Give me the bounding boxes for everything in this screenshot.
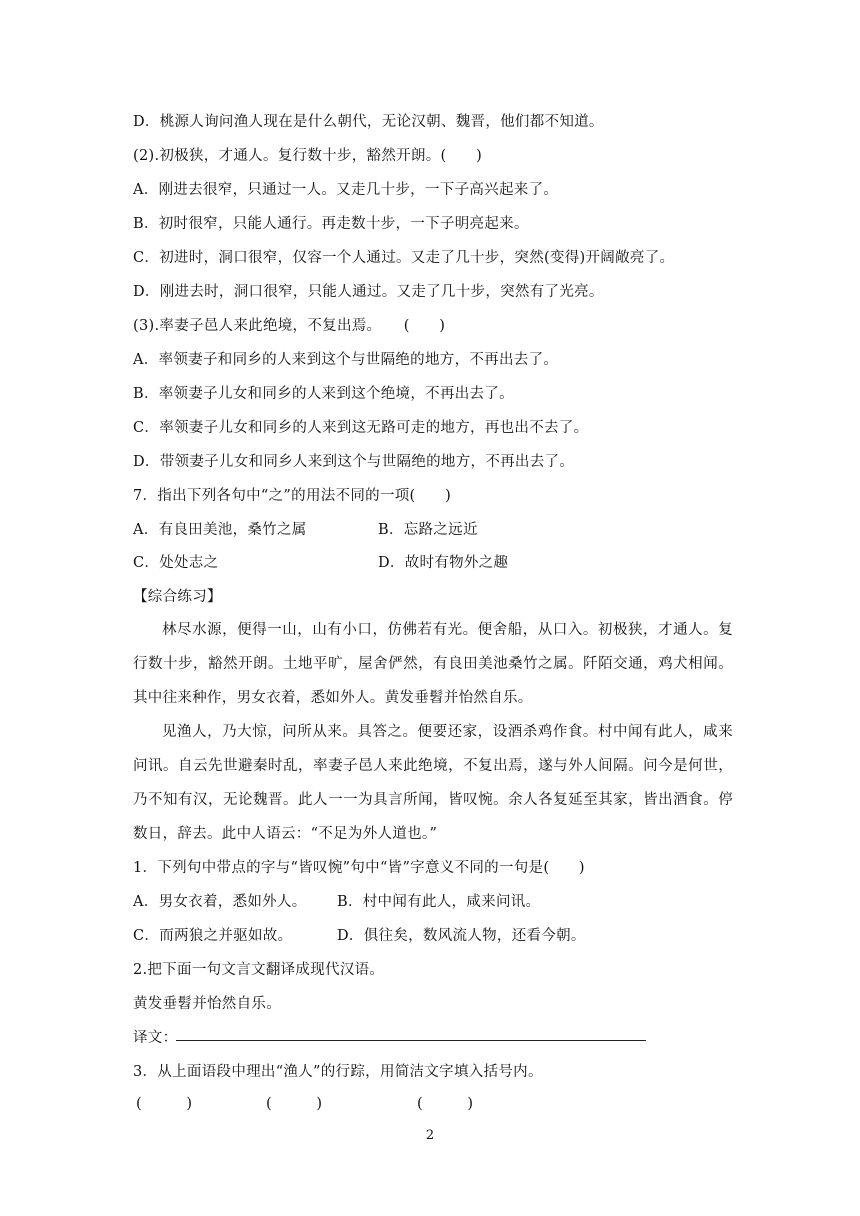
option-6-2-b: B．初时很窄，只能人通行。再走数十步，一下子明亮起来。 xyxy=(133,216,529,232)
option-6-2-d: D．刚进去时，洞口很窄，只能人通过。又走了几十步，突然有了光亮。 xyxy=(133,284,604,300)
option-6-2-a: A．刚进去很窄，只通过一人。又走几十步，一下子高兴起来了。 xyxy=(133,182,559,198)
passage-paragraph-1: 林尽水源，便得一山，山有小口，仿佛若有光。便舍船，从口入。初极狭，才通人。复行数十步，豁然开朗。土地平旷，屋舍俨然，有良田美池桑竹之属。阡陌交通，鸡犬相闻。其中往来种作，男女衣着，悉如外人。黄发垂髫并怡然自乐。 xyxy=(133,622,733,706)
option-6-1-d: D．桃源人询问渔人现在是什么朝代，无论汉朝、魏晋，他们都不知道。 xyxy=(133,114,604,130)
passage xyxy=(133,613,733,851)
question-6-2: (2).初极狭，才通人。复行数十步，豁然开朗。( ) xyxy=(133,148,483,164)
question-2: 2.把下面一句文言文翻译成现代汉语。 xyxy=(133,962,385,978)
option-1-a: A．男女衣着，悉如外人。 xyxy=(133,894,307,910)
answer-line xyxy=(176,1040,646,1041)
option-7-b: B．忘路之远近 xyxy=(378,522,478,538)
option-7-d: D．故时有物外之趣 xyxy=(378,555,509,571)
option-6-3-a: A．率领妻子和同乡的人来到这个与世隔绝的地方，不再出去了。 xyxy=(133,352,559,368)
option-7-a: A．有良田美池，桑竹之属 xyxy=(133,522,307,538)
option-6-2-c: C．初进时，洞口很窄，仅容一个人通过。又走了几十步，突然(变得)开阔敞亮了。 xyxy=(133,250,675,266)
section-heading: 【综合练习】 xyxy=(133,589,222,605)
option-7-c: C．处处志之 xyxy=(133,555,219,571)
translation-sentence: 黄发垂髫并怡然自乐。 xyxy=(133,996,281,1012)
blank-3: ( ) xyxy=(417,1096,474,1112)
page-number: 2 xyxy=(425,1128,435,1143)
question-1: 1．下列句中带点的字与“皆叹惋”句中“皆”字意义不同的一句是( ) xyxy=(133,860,585,876)
blank-1: ( ) xyxy=(136,1096,193,1112)
option-6-3-c: C．率领妻子儿女和同乡的人来到这无路可走的地方，再也出不去了。 xyxy=(133,420,589,436)
passage-paragraph-2: 见渔人，乃大惊，问所从来。具答之。便要还家，设酒杀鸡作食。村中闻有此人，咸来问讯。自云先世避秦时乱，率妻子邑人来此绝境，不复出焉，遂与外人间隔。问今是何世，乃不知有汉，无论魏晋。此人一一为具言所闻，皆叹惋。余人各复延至其家，皆出酒食。停数日，辞去。此中人语云：“不足为外人道也。” xyxy=(133,724,733,842)
question-3: 3．从上面语段中理出“渔人”的行踪，用简洁文字填入括号内。 xyxy=(133,1064,543,1080)
question-6-3: (3).率妻子邑人来此绝境，不复出焉。 ( ) xyxy=(133,318,446,334)
translation-label: 译文： xyxy=(133,1030,178,1046)
option-1-c: C．而两狼之并驱如故。 xyxy=(133,928,293,944)
option-1-d: D．俱往矣，数风流人物，还看今朝。 xyxy=(337,928,586,944)
option-6-3-d: D．带领妻子儿女和同乡人来到这个与世隔绝的地方，不再出去了。 xyxy=(133,454,575,470)
question-7: 7．指出下列各句中“之”的用法不同的一项( ) xyxy=(133,488,452,504)
blank-2: ( ) xyxy=(266,1096,323,1112)
option-1-b: B．村中闻有此人，咸来问讯。 xyxy=(337,894,541,910)
option-6-3-b: B．率领妻子儿女和同乡的人来到这个绝境，不再出去了。 xyxy=(133,386,514,402)
